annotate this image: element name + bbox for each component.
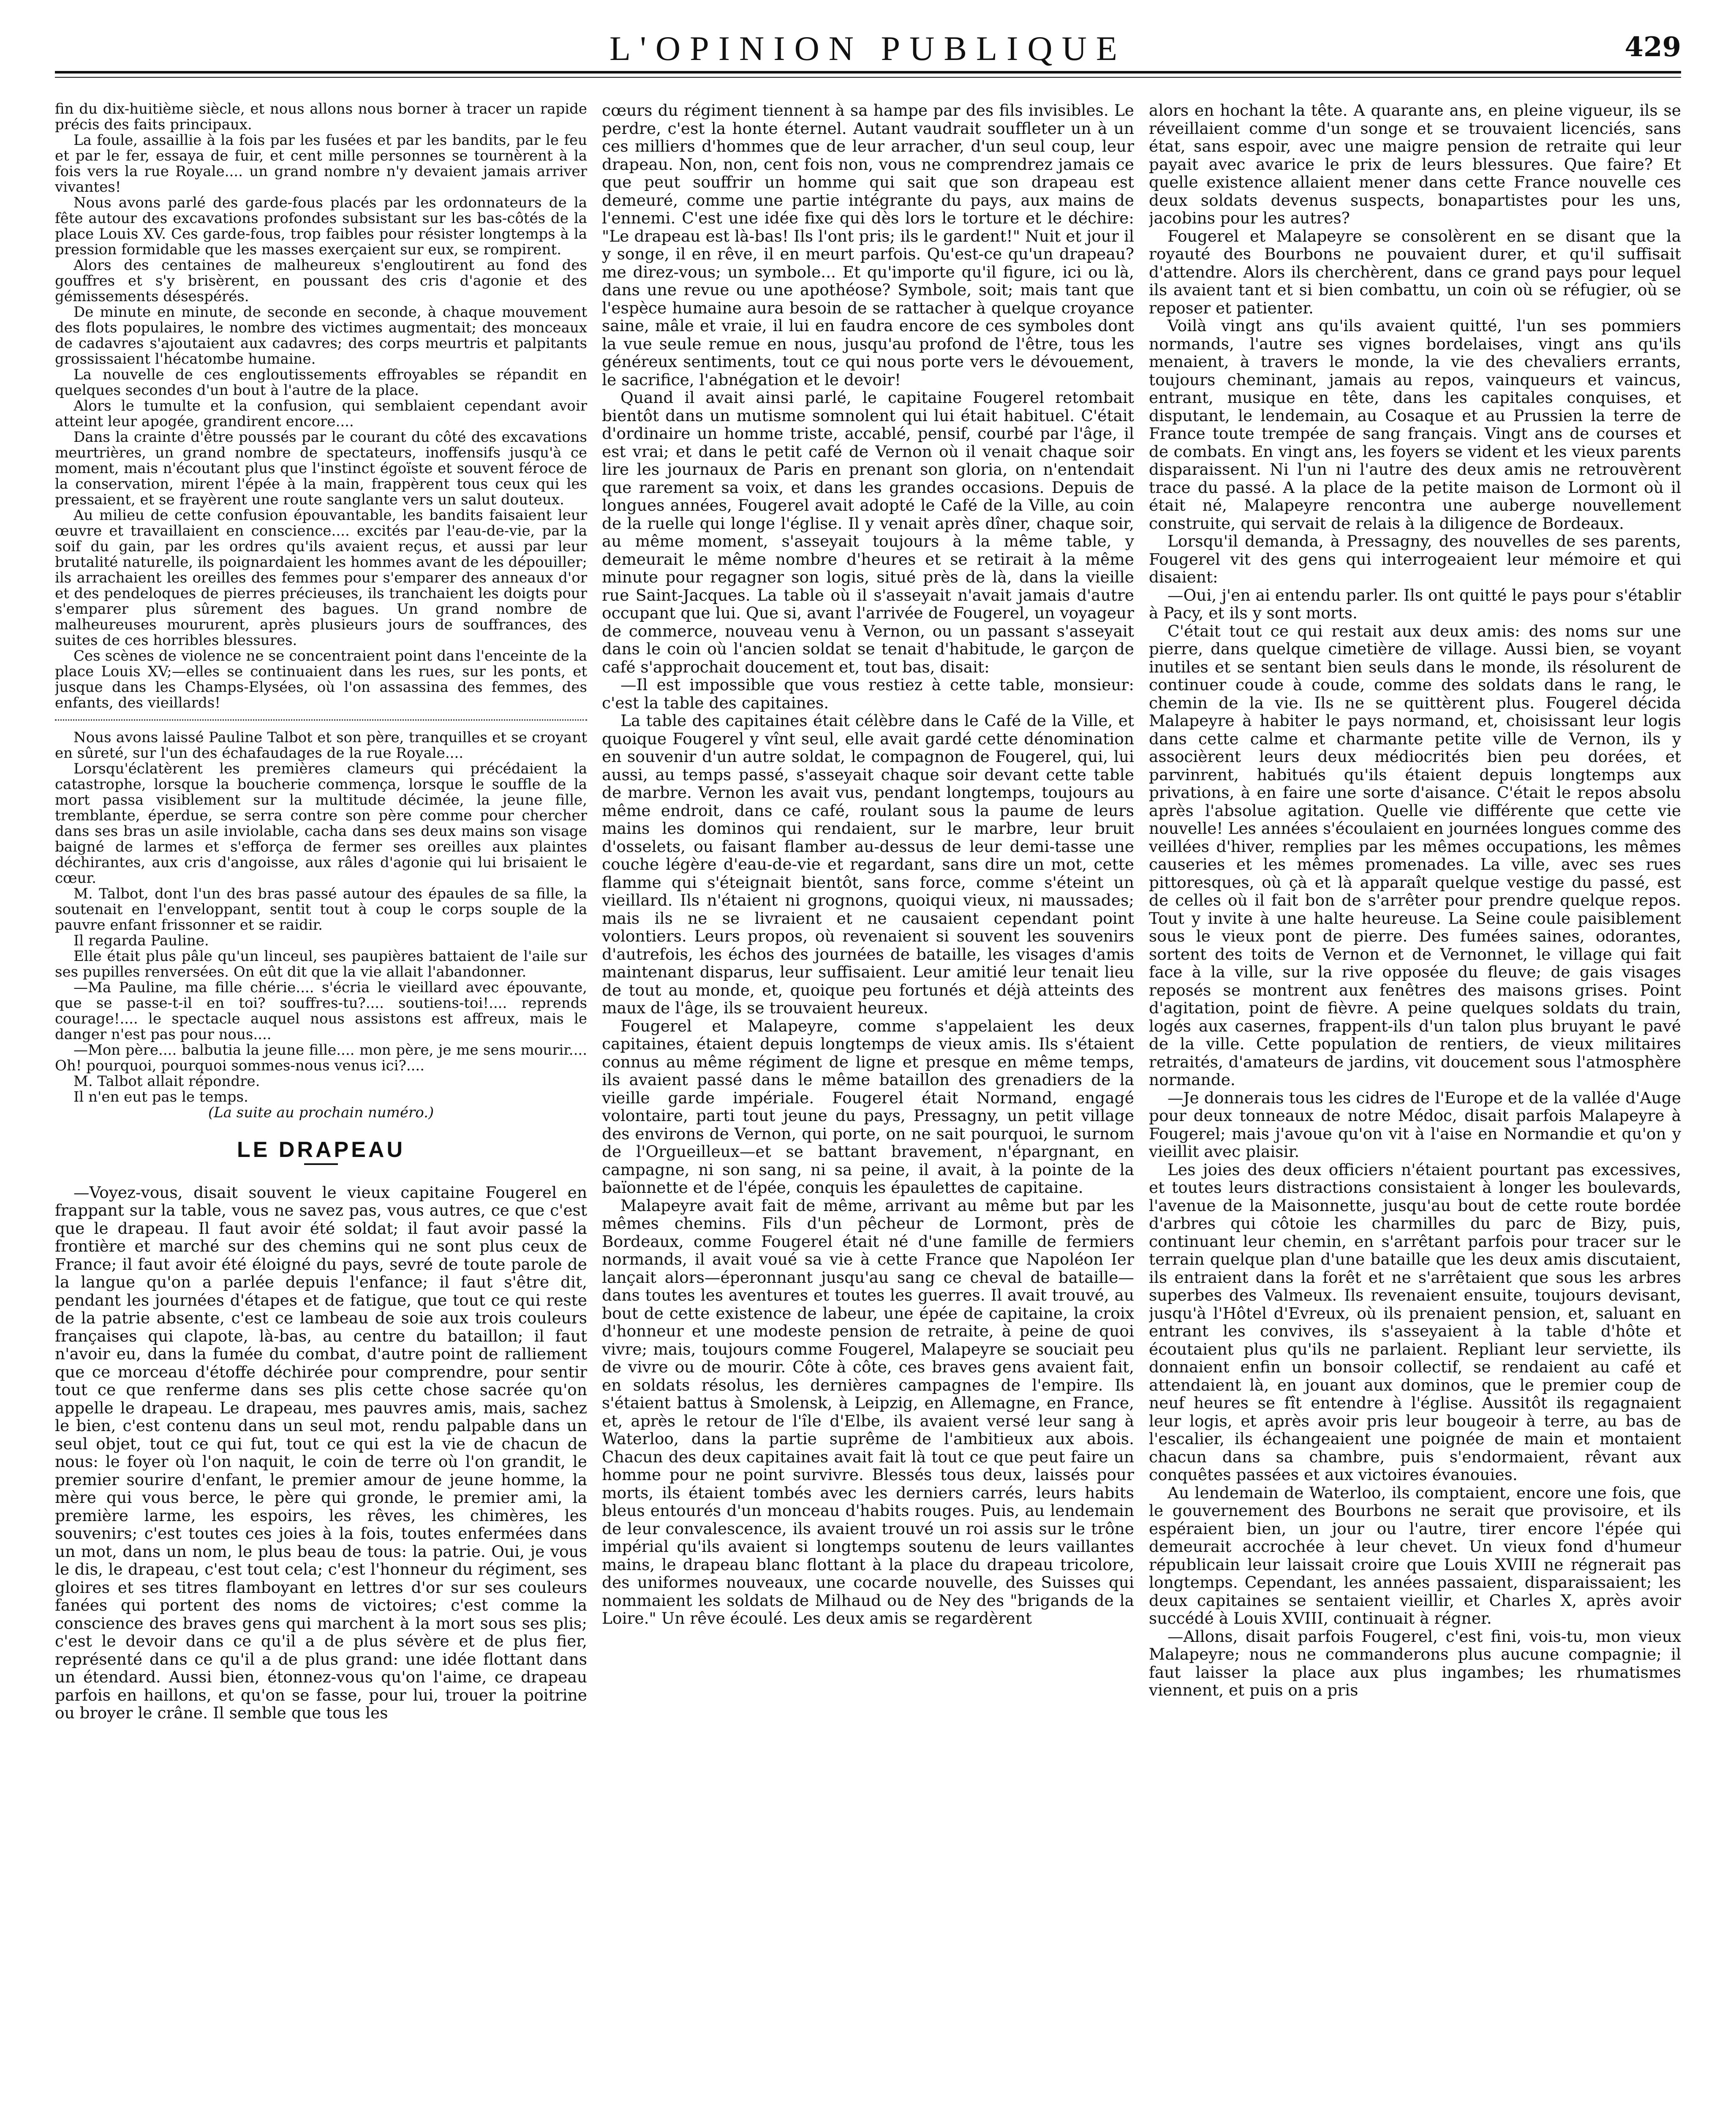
- column-1: [55, 101, 587, 2112]
- paragraph: Il n'en eut pas le temps.: [73, 1089, 248, 1105]
- paragraph: C'était tout ce qui restait aux deux amis: des noms sur une pierre, dans quelque cimetière de village. Aussi bien, se voyant inutiles et se sentant bien seuls dans le monde, ils résolurent de continuer coude à coude, comme des soldats dans le rang, le chemin de la vie. Ils ne se quittèrent plus. Fougerel décida Malapeyre à habiter le pays normand, et, choisissant leur logis dans cette calme et charmante petite ville de Vernon, ils y associèrent leurs deux médiocrités bien peu dorées, et parvinrent, habitués qu'ils étaient depuis longtemps aux privations, à en faire une sorte d'aisance. C'était le repos absolu après l'absolue agitation. Quelle vie différente que cette vie nouvelle! Les années s'écoulaient en journées longues comme des veillées d'hiver, remplies par les mêmes occupations, les mêmes causeries et les mêmes promenades. La ville, avec ses rues pittoresques, où çà et là apparaît quelque vestige du passé, est de celles où il fait bon de s'arrêter pour prendre quelque repos. Tout y invite à une halte heureuse. La Seine coule paisiblement sous le vieux pont de pierre. Des fumées saines, odorantes, sortent des toits de Vernon et de Vernonnet, le village qui fait face à la ville, sur la rive opposée du fleuve; de gais visages reposés se montrent aux fenêtres des maisons grises. Point d'agitation, point de fièvre. A peine quelques soldats du train, logés aux casernes, frappent-ils d'un talon plus bruyant le pavé de la ville. Cette population de rentiers, de vieux militaires retraités, d'amateurs de jardins, vit doucement sous l'atmosphère normande.: [1149, 621, 1681, 1089]
- to-be-continued: (La suite au prochain numéro.): [208, 1104, 434, 1121]
- paragraph: Il regarda Pauline.: [73, 932, 209, 949]
- paragraph: Ces scènes de violence ne se concentraient point dans l'enceinte de la place Louis XV;—elles se continuaient dans les rues, sur les ponts, et jusque dans les Champs-Elysées, où l'on assassina des femmes, des enfants, des vieillards!: [55, 648, 587, 711]
- paragraph: De minute en minute, de seconde en seconde, à chaque mouvement des flots populaires, le nombre des victimes augmentait; des monceaux de cadavres s'ajoutaient aux cadavres; des corps meurtris et palpitants grossissaient l'hécatombe humaine.: [55, 304, 587, 367]
- paragraph: —Allons, disait parfois Fougerel, c'est fini, vois-tu, mon vieux Malapeyre; nous ne commanderons plus aucune compagnie; il faut laisser la place aux plus ingambes; les rhumatismes viennent, et puis on a pris: [1149, 1627, 1681, 1699]
- paragraph: —Je donnerais tous les cidres de l'Europe et de la vallée d'Auge pour deux tonneaux de notre Médoc, disait parfois Malapeyre à Fougerel; mais j'avoue qu'on vit à l'aise en Normandie et qu'on y vieillit avec plaisir.: [1149, 1088, 1681, 1161]
- paragraph: Alors le tumulte et la confusion, qui semblaient cependant avoir atteint leur apogée, grandirent encore....: [55, 397, 587, 430]
- paragraph: Lorsqu'éclatèrent les premières clameurs qui précédaient la catastrophe, lorsque la boucherie commença, lorsque le souffle de la mort passa visiblement sur la multitude décimée, la jeune fille, tremblante, éperdue, se serra contre son père comme pour chercher dans ses bras un asile inviolable, cacha dans ses deux mains son visage baigné de larmes et s'efforça de fermer ses oreilles aux plaintes déchirantes, aux cris d'angoisse, aux râles d'agonie qui lui brisaient le cœur.: [55, 760, 587, 887]
- paragraph: Au milieu de cette confusion épouvantable, les bandits faisaient leur œuvre et travaillaient en conscience.... excités par l'eau-de-vie, par la soif du gain, par les ordres qu'ils avaient reçus, et aussi par leur brutalité naturelle, ils poignardaient les hommes avant de les dépouiller; ils arrachaient les oreilles des femmes pour s'emparer des anneaux d'or et des pendeloques de pierres précieuses, ils tranchaient les doigts pour s'emparer plus sûrement des bagues. Un grand nombre de malheureuses moururent, après plusieurs jours de souffrances, des suites de ces horribles blessures.: [55, 507, 587, 649]
- paragraph: La nouvelle de ces engloutissements effroyables se répandit en quelques secondes d'un bout à l'autre de la place.: [55, 366, 587, 399]
- paragraph: cœurs du régiment tiennent à sa hampe par des fils invisibles. Le perdre, c'est la honte éternel. Autant vaudrait souffleter un à un ces milliers d'hommes que de leur arracher, d'un seul coup, leur drapeau. Non, non, cent fois non, vous ne comprendrez jamais ce que peut souffrir un homme qui sait que son drapeau est demeuré, comme une partie intégrante du pays, aux mains de l'ennemi. C'est une idée fixe qui dès lors le torture et le déchire: "Le drapeau est là-bas! Ils l'ont pris; ils le gardent!" Nuit et jour il y songe, il en rêve, il en meurt parfois. Qu'est-ce qu'un drapeau? me direz-vous; un symbole... Et qu'importe qu'il figure, ici ou là, dans une revue ou une apothéose? Symbole, soit; mais tant que l'espèce humaine aura besoin de se rattacher à quelque croyance saine, mâle et vraie, il lui en faudra encore de ces symboles dont la vue seule remue en nous, jusqu'au profond de l'être, tous les généreux sentiments, tout ce qui nous porte vers le dévouement, le sacrifice, l'abnégation et le devoir!: [602, 101, 1134, 389]
- article-heading: LE DRAPEAU: [237, 1138, 405, 1162]
- paragraph: M. Talbot, dont l'un des bras passé autour des épaules de sa fille, la soutenait en l'enveloppant, sentit tout à coup le corps souple de la pauvre enfant frissonner et se raidir.: [55, 885, 587, 934]
- paragraph: —Mon père.... balbutia la jeune fille.... mon père, je me sens mourir.... Oh! pourquoi, pourquoi sommes-nous venus ici?....: [55, 1042, 587, 1074]
- paragraph: Quand il avait ainsi parlé, le capitaine Fougerel retombait bientôt dans un mutisme somnolent qui lui était habituel. C'était d'ordinaire un homme triste, accablé, pensif, courbé par l'âge, il est vrai; et dans le petit café de Vernon où il venait chaque soir lire les journaux de Paris en prenant son gloria, on n'entendait que rarement sa voix, et dans les grandes occasions. Depuis de longues années, Fougerel avait adopté le Café de la Ville, au coin de la ruelle qui longe l'église. Il y venait après dîner, chaque soir, au même moment, s'asseyait toujours à la même table, y demeurait le même nombre d'heures et se retirait à la même minute pour regagner son logis, situé près de là, dans la vieille rue Saint-Jacques. La table où il s'asseyait n'avait jamais d'autre occupant que lui. Que si, avant l'arrivée de Fougerel, un voyageur de commerce, nouveau venu à Vernon, ou un passant s'asseyait dans le coin où l'ancien soldat se tenait d'habitude, le garçon de café s'approchait doucement et, tout bas, disait:: [602, 388, 1134, 676]
- page-number: 429: [1624, 31, 1681, 63]
- paragraph: La table des capitaines était célèbre dans le Café de la Ville, et quoique Fougerel y vînt seul, elle avait gardé cette dénomination en souvenir d'un autre soldat, le compagnon de Fougerel, qui, lui aussi, au temps passé, s'asseyait chaque soir devant cette table de marbre. Vernon les avait vus, pendant longtemps, toujours au même endroit, dans ce café, roulant sous la paume de leurs mains les dominos qui rendaient, sur le marbre, leur bruit d'osselets, ou faisant flamber au-dessus de leur demi-tasse une couche légère d'eau-de-vie et regardant, sans dire un mot, cette flamme qui s'éteignait bientôt, sans force, comme s'éteint un vieillard. Ils n'étaient ni grognons, quoiqui vieux, ni maussades; mais ils ne se livraient et ne causaient cependant point volontiers. Leurs propos, où revenaient si souvent les souvenirs d'autrefois, les échos des journées de bataille, les visages d'amis maintenant disparus, leur suffisaient. Leur amitié leur tenait lieu de tout au monde, et, quoique peu fortunés et déjà atteints des maux de l'âge, ils se trouvaient heureux.: [602, 711, 1134, 1017]
- paragraph: Dans la crainte d'être poussés par le courant du côté des excavations meurtrières, un grand nombre de spectateurs, inoffensifs jusqu'à ce moment, mais n'écoutant plus que l'instinct égoïste et souvent féroce de la conservation, mirent l'épée à la main, frappèrent tous ceux qui les pressaient, et se frayèrent une route sanglante vers un salut douteux.: [55, 429, 587, 508]
- paragraph: Alors des centaines de malheureux s'engloutirent au fond des gouffres et s'y brisèrent, en poussant des cris d'agonie et des gémissements désespérés.: [55, 257, 587, 305]
- paragraph: Elle était plus pâle qu'un linceul, ses paupières battaient de l'aile sur ses pupilles renversées. On eût dit que la vie allait l'abandonner.: [55, 948, 587, 980]
- masthead-rule-thin: [55, 77, 1681, 78]
- paragraph: Voilà vingt ans qu'ils avaient quitté, l'un ses pommiers normands, l'autre ses vignes bordelaises, vingt ans qu'ils menaient, à travers le monde, la vie des chevaliers errants, toujours cheminant, jamais au repos, vainqueurs et vaincus, entrant, musique en tête, dans les capitales conquises, et disputant, le lendemain, au Cosaque et au Prussien la terre de France toute trempée de sang français. Vingt ans de courses et de combats. En vingt ans, les foyers se vident et les vieux parents disparaissent. Ni l'un ni l'autre des deux amis ne retrouvèrent trace du passé. A la place de la petite maison de Lormont où il était né, Malapeyre rencontra une auberge nouvellement construite, qui servait de relais à la diligence de Bordeaux.: [1149, 316, 1681, 533]
- paragraph: Nous avons parlé des garde-fous placés par les ordonnateurs de la fête autour des excavations profondes subsistant sur les bas-côtés de la place Louis XV. Ces garde-fous, trop faibles pour résister longtemps à la pression formidable que les masses exerçaient sur eux, se rompirent.: [55, 194, 587, 258]
- masthead-rule-thick: [55, 71, 1681, 73]
- paragraph: La foule, assaillie à la fois par les fusées et par les bandits, par le feu et par le fer, essaya de fuir, et cent mille personnes se tournèrent à la fois vers la rue Royale.... un grand nombre n'y devaient jamais arriver vivantes!: [55, 132, 587, 196]
- newspaper-title: L'OPINION PUBLIQUE: [610, 29, 1126, 68]
- paragraph: —Il est impossible que vous restiez à cette table, monsieur: c'est la table des capitaines.: [602, 675, 1134, 712]
- paragraph: alors en hochant la tête. A quarante ans, en pleine vigueur, ils se réveillaient comme d'un songe et se trouvaient licenciés, sans état, sans espoir, avec une maigre pension de retraite qui leur payait avec avarice le prix de leurs blessures. Que faire? Et quelle existence allaient mener dans cette France nouvelle ces deux soldats devenus suspects, bonapartistes pour les uns, jacobins pour les autres?: [1149, 101, 1681, 227]
- paragraph: Malapeyre avait fait de même, arrivant au même but par les mêmes chemins. Fils d'un pêcheur de Lormont, près de Bordeaux, comme Fougerel était né d'une famille de fermiers normands, il avait voué sa vie à cette France que Napoléon Ier lançait alors—éperonnant jusqu'au sang ce cheval de bataille—dans toutes les aventures et toutes les guerres. Il avait trouvé, au bout de cette existence de labeur, une épée de capitaine, la croix d'honneur et une modeste pension de retraite, à peine de quoi vivre; mais, toujours comme Fougerel, Malapeyre se souciait peu de vivre ou de mourir. Côte à côte, ces braves gens avaient fait, en soldats résolus, les dernières campagnes de l'empire. Ils s'étaient battus à Smolensk, à Leipzig, en Allemagne, en France, et, après le retour de l'île d'Elbe, ils avaient versé leur sang à Waterloo, dans la partie suprême de l'ambitieux aux abois. Chacun des deux capitaines avait fait là tout ce que peut faire un homme pour ne point survivre. Blessés tous deux, laissés pour morts, ils étaient tombés avec les derniers carrés, leurs habits bleus entourés d'un monceau d'habits rouges. Puis, au lendemain de leur convalescence, ils avaient trouvé un roi assis sur le trône impérial qu'ils avaient si longtemps soutenu de leurs vaillantes mains, le drapeau blanc flottant à la place du drapeau tricolore, des uniformes nouveaux, une cocarde nouvelle, des Suisses qui nommaient les soldats de Milhaud ou de Ney des "brigands de la Loire." Un rêve écoulé. Les deux amis se regardèrent: [602, 1196, 1134, 1628]
- paragraph: —Voyez-vous, disait souvent le vieux capitaine Fougerel en frappant sur la table, vous ne savez pas, vous autres, ce que c'est que le drapeau. Il faut avoir été soldat; il faut avoir passé la frontière et marché sur des chemins qui ne sont plus ceux de France; il faut avoir été éloigné du pays, sevré de toute parole de la langue qu'on a parlée depuis l'enfance; il faut s'être dit, pendant les journées d'étapes et de fatigue, que tout ce qui reste de la patrie absente, c'est ce lambeau de soie aux trois couleurs françaises qui clapote, là-bas, au centre du bataillon; il faut n'avoir eu, dans la fumée du combat, d'autre point de ralliement que ce morceau d'étoffe déchirée pour comprendre, pour sentir tout ce que renferme dans ses plis cette chose sacrée qu'on appelle le drapeau. Le drapeau, mes pauvres amis, mais, sachez le bien, c'est contenu dans un seul mot, rendu palpable dans un seul objet, tout ce qui fut, tout ce qui est la vie de chacun de nous: le foyer où l'on naquit, le coin de terre où l'on grandit, le premier sourire d'enfant, le premier amour de jeune homme, la mère qui vous berce, le père qui gronde, le premier ami, la première larme, les espoirs, les rêves, les chimères, les souvenirs; c'est toutes ces joies à la fois, toutes enfermées dans un mot, dans un nom, le plus beau de tous: la patrie. Oui, je vous le dis, le drapeau, c'est tout cela; c'est l'honneur du régiment, ses gloires et ses titres flamboyant en lettres d'or sur ses couleurs fanées qui portent des noms de victoires; c'est comme la conscience des braves gens qui marchent à la mort sous ses plis; c'est le devoir dans ce qu'il a de plus sévère et de plus fier, représenté dans ce qu'il a de plus grand: une idée flottant dans un étendard. Aussi bien, étonnez-vous qu'on l'aime, ce drapeau parfois en haillons, et qu'on se fasse, pour lui, trouer la poitrine ou broyer le crâne. Il semble que tous les: [55, 1183, 587, 1722]
- dotted-separator: [55, 719, 587, 721]
- masthead: [55, 25, 1681, 72]
- paragraph: Fougerel et Malapeyre se consolèrent en se disant que la royauté des Bourbons ne pouvaient durer, et qu'il suffisait d'attendre. Alors ils cherchèrent, dans ce grand pays pour lequel ils avaient tant et si bien combattu, un coin où se réfugier, où se reposer et patienter.: [1149, 226, 1681, 317]
- paragraph: —Ma Pauline, ma fille chérie.... s'écria le vieillard avec épouvante, que se passe-t-il en toi? souffres-tu?.... soutiens-toi!.... reprends courage!.... le spectacle auquel nous assistons est affreux, mais le danger n'est pas pour nous....: [55, 979, 587, 1043]
- paragraph: Au lendemain de Waterloo, ils comptaient, encore une fois, que le gouvernement des Bourbons ne serait que provisoire, et ils espéraient bien, un jour ou l'autre, tirer encore l'épée qui demeurait accrochée à leur chevet. Un vieux fond d'humeur républicain leur laissait croire que Louis XVIII ne régnerait pas longtemps. Cependant, les années passaient, disparaissaient; les deux capitaines se sentaient vieillir, et Charles X, après avoir succédé à Louis XVIII, continuait à régner.: [1149, 1483, 1681, 1628]
- paragraph: Nous avons laissé Pauline Talbot et son père, tranquilles et se croyant en sûreté, sur l'un des échafaudages de la rue Royale....: [55, 729, 587, 762]
- paragraph: M. Talbot allait répondre.: [73, 1073, 260, 1090]
- paragraph: —Oui, j'en ai entendu parler. Ils ont quitté le pays pour s'établir à Pacy, et ils y sont morts.: [1149, 585, 1681, 622]
- column-3: [1149, 101, 1681, 2112]
- paragraph: fin du dix-huitième siècle, et nous allons nous borner à tracer un rapide précis des faits principaux.: [55, 101, 587, 133]
- serial-text: [55, 101, 587, 1121]
- column-2: [602, 101, 1134, 2112]
- paragraph: Lorsqu'il demanda, à Pressagny, des nouvelles de ses parents, Fougerel vit des gens qui interrogeaient leur mémoire et qui disaient:: [1149, 532, 1681, 586]
- heading-rule: [304, 1163, 338, 1165]
- paragraph: Les joies des deux officiers n'étaient pourtant pas excessives, et toutes leurs distractions consistaient à longer les boulevards, l'avenue de la Maisonnette, jusqu'au bout de cette route bordée d'arbres qui côtoie les charmilles du parc de Bizy, puis, continuant leur chemin, en s'arrêtant parfois pour tracer sur le terrain quelque plan d'une bataille que les deux amis discutaient, ils entraient dans la forêt et ne s'arrêtaient que sous les arbres superbes des Valmeux. Ils revenaient ensuite, toujours devisant, jusqu'à l'Hôtel d'Evreux, où ils prenaient pension, et, saluant en entrant les convives, ils s'asseyaient à la table d'hôte et écoutaient plus qu'ils ne parlaient. Repliant leur serviette, ils donnaient enfin un bonsoir collectif, se rendaient au café et attendaient là, en jouant aux dominos, que le premier coup de neuf heures se fît entendre à l'église. Aussitôt ils regagnaient leur logis, et après avoir pris leur bougeoir à terre, au bas de l'escalier, ils échangeaient une poignée de main et montaient chacun dans sa chambre, puis s'endormaient, rêvant aux conquêtes passées et aux victoires évanouies.: [1149, 1160, 1681, 1484]
- paragraph: Fougerel et Malapeyre, comme s'appelaient les deux capitaines, étaient depuis longtemps de vieux amis. Ils s'étaient connus au même régiment de ligne et presque en même temps, ils avaient passé dans le même bataillon des grenadiers de la vieille garde impériale. Fougerel était Normand, engagé volontaire, parti tout jeune du pays, Pressagny, un petit village des environs de Vernon, qui porte, on ne sait pourquoi, le surnom de l'Orgueilleux—et se battant bravement, n'épargnant, en campagne, ni son sang, ni sa peine, il avait, à la pointe de la baïonnette et de l'épée, conquis les épaulettes de capitaine.: [602, 1016, 1134, 1197]
